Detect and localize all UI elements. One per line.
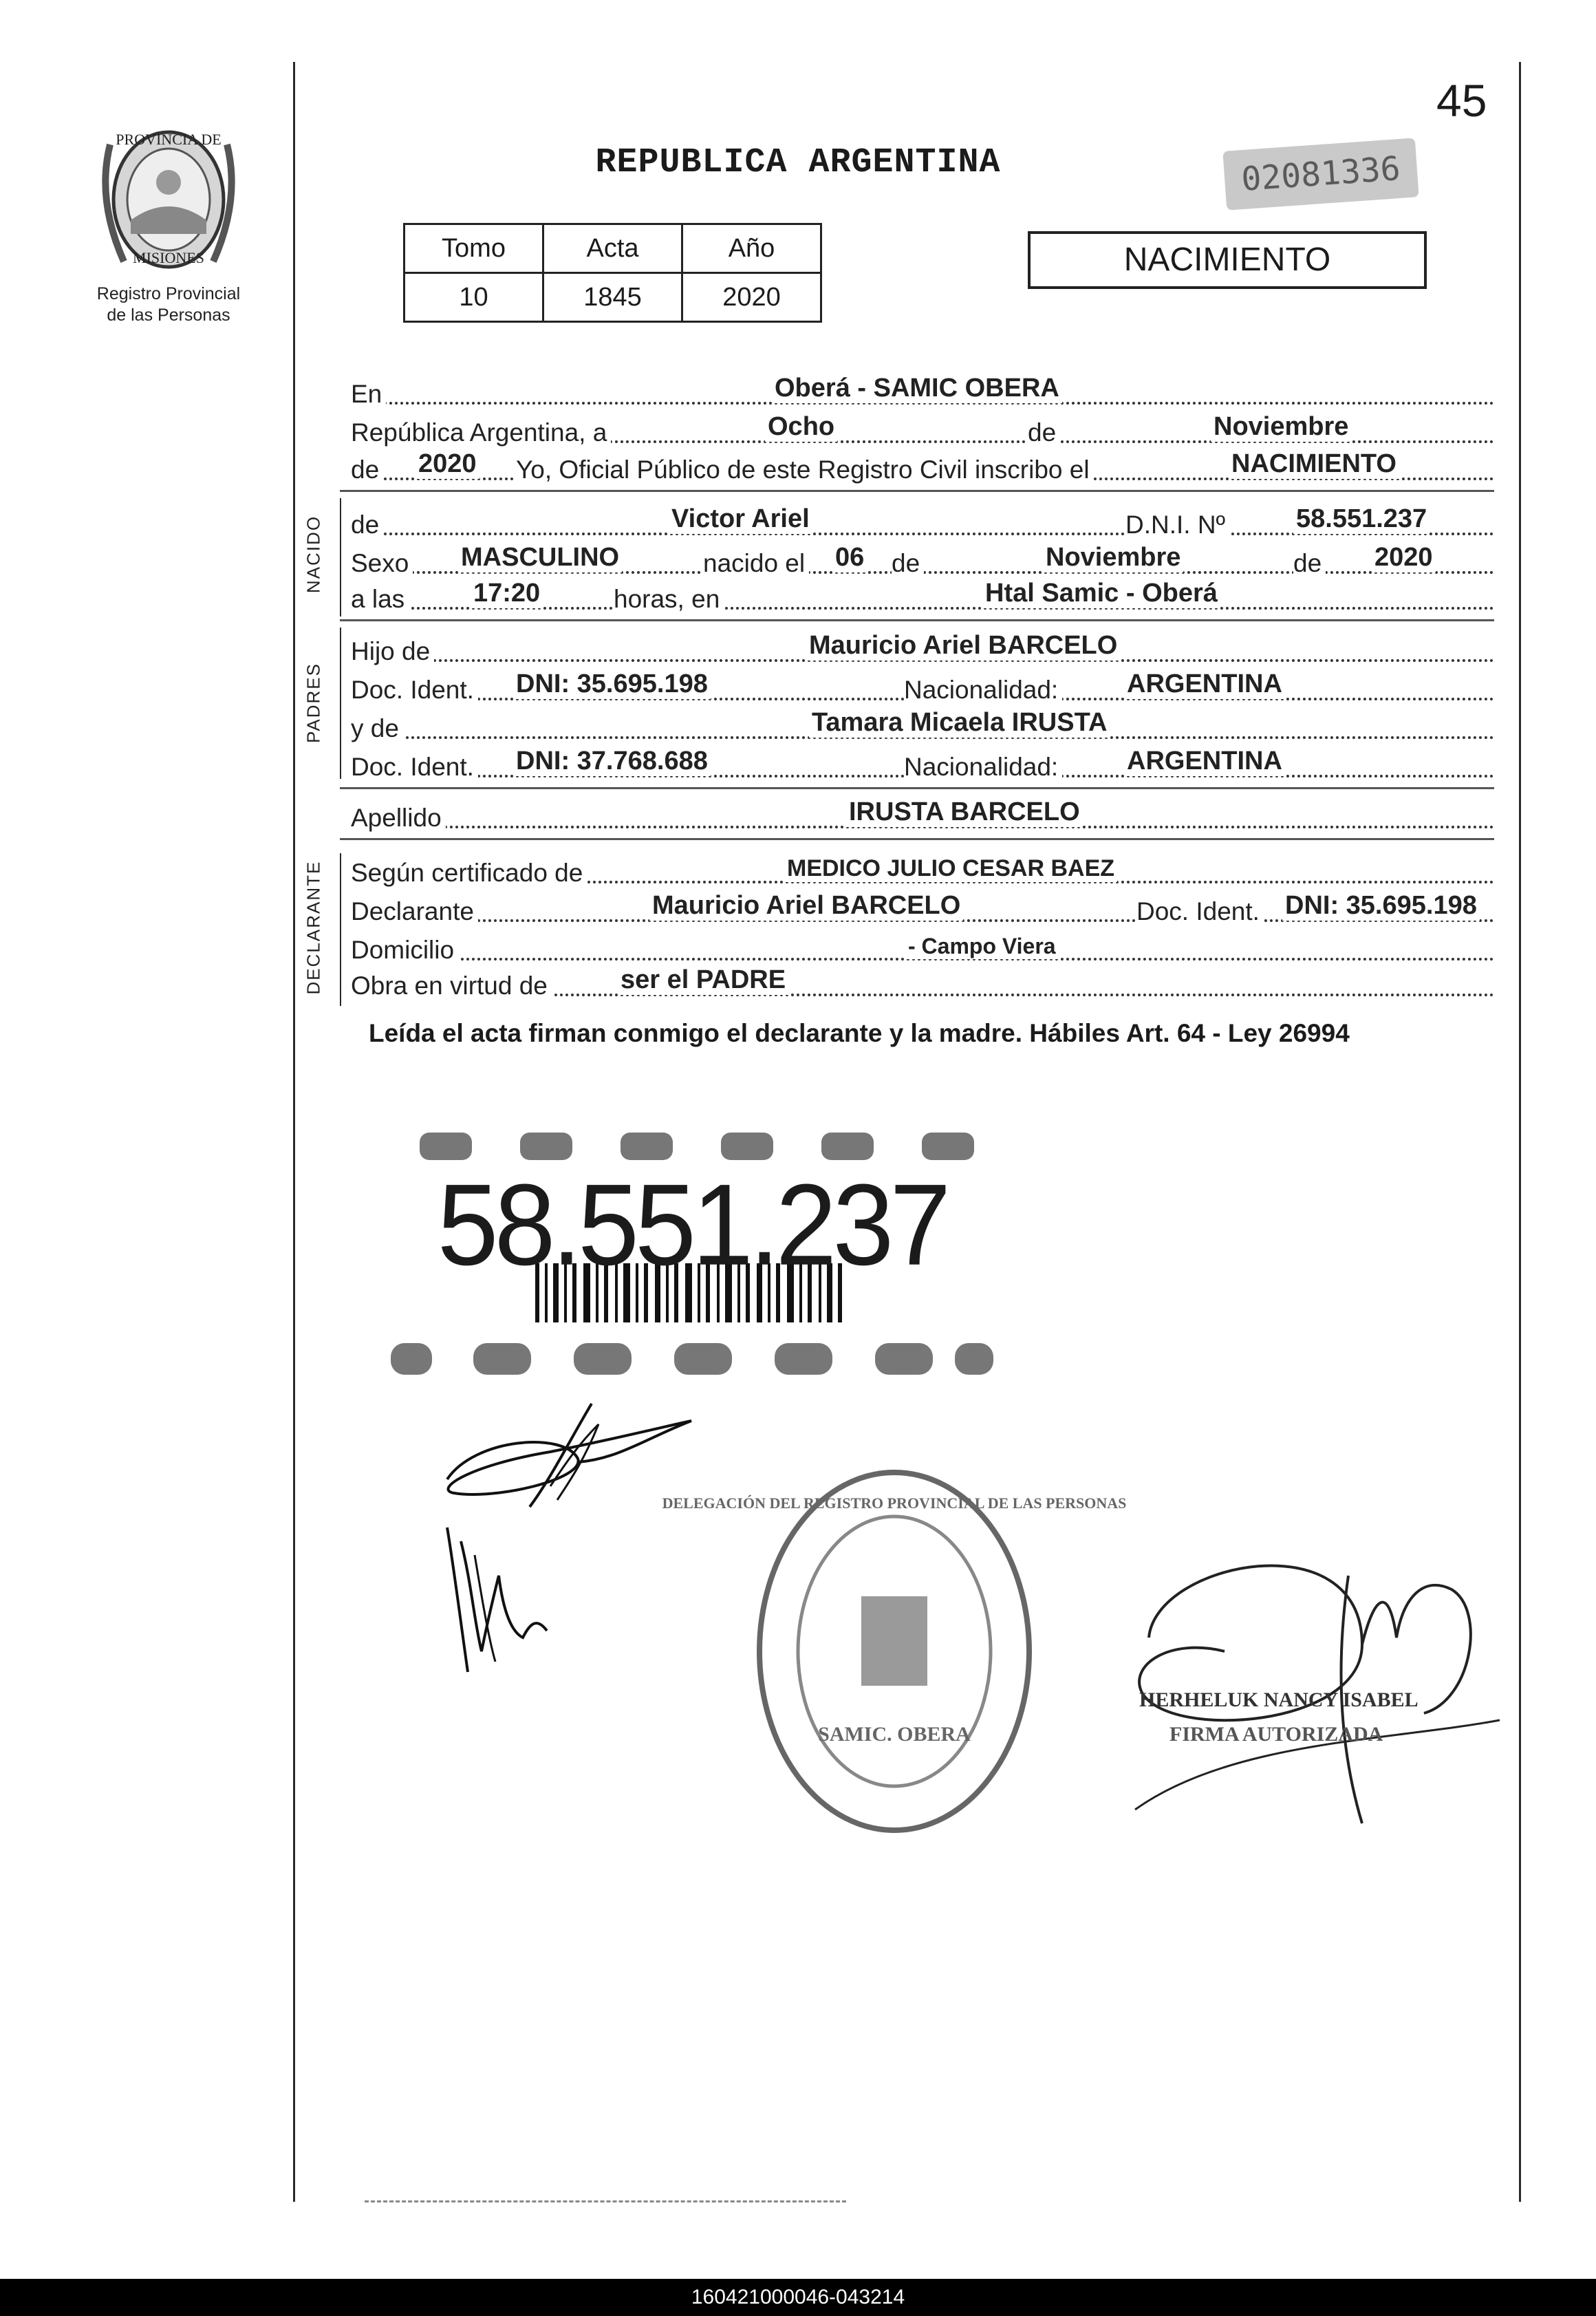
faint-bottom-line [365,2195,846,2202]
label-hijo-de: Hijo de [351,637,434,666]
svg-text:SAMIC. OBERA: SAMIC. OBERA [818,1723,971,1746]
logo-caption-line-1: Registro Provincial [96,284,241,303]
value-mother-nationality: ARGENTINA [1124,747,1285,776]
footer-document-code: 160421000046-043214 [691,2286,905,2308]
label-dni: D.N.I. Nº [1125,511,1229,539]
divider-1 [340,490,1494,492]
value-father-name: Mauricio Ariel BARCELO [806,631,1120,661]
svg-text:HERHELUK NANCY ISABEL: HERHELUK NANCY ISABEL [1139,1688,1419,1711]
label-nacido-el: nacido el [703,549,809,578]
label-father-doc: Doc. Ident. [351,676,478,705]
closing-statement: Leída el acta firman conmigo el declarante y la madre. Hábiles Art. 64 - Ley 26994 [369,1019,1350,1047]
label-declarante: Declarante [351,897,478,926]
value-birth-place: Htal Samic - Oberá [982,579,1220,608]
divider-2 [340,619,1494,621]
document-title: REPUBLICA ARGENTINA [595,143,1001,182]
row-y-de [351,709,1494,747]
value-tomo: 10 [405,273,543,322]
value-child-dni: 58.551.237 [1293,504,1430,534]
value-father-doc: DNI: 35.695.198 [513,669,711,699]
value-month: Noviembre [1211,412,1351,442]
padres-section-bar [340,628,341,779]
authorized-official-stamp [1128,1534,1513,1837]
label-declarante-doc: Doc. Ident. [1136,897,1264,926]
value-acta: 1845 [543,273,682,322]
serial-number-stamp: 02081336 [1222,138,1419,210]
label-father-nationality: Nacionalidad: [904,676,1062,705]
row-a-las [351,579,1494,618]
row-apellido [351,798,1494,837]
section-label-nacido: NACIDO [303,515,324,594]
svg-text:DELEGACIÓN DEL REGISTRO PROVIN: DELEGACIÓN DEL REGISTRO PROVINCIAL DE LAS PERSONAS [662,1494,1127,1512]
row-nacido-name [351,505,1494,544]
label-de-month: de [892,549,924,578]
register-table [403,223,822,323]
value-year: 2020 [416,449,479,479]
value-birth-time: 17:20 [471,579,543,608]
value-declarante-doc: DNI: 35.695.198 [1282,891,1480,921]
header-tomo: Tomo [405,224,543,273]
logo-caption-line-2: de las Personas [107,305,230,325]
value-ano: 2020 [682,273,821,322]
label-de-year-2: de [1293,549,1326,578]
value-place: Oberá - SAMIC OBERA [772,374,1062,403]
section-label-padres: PADRES [303,663,324,743]
value-act-type-inline: NACIMIENTO [1229,449,1399,479]
header-acta: Acta [543,224,682,273]
value-mother-name: Tamara Micaela IRUSTA [809,708,1110,738]
label-de-year: de [351,455,383,484]
value-certificado: MEDICO JULIO CESAR BAEZ [784,855,1117,882]
divider-4 [340,838,1494,840]
page-number: 45 [1436,75,1487,126]
value-domicilio: - Campo Viera [905,934,1059,959]
label-certificado: Según certificado de [351,859,587,888]
label-de: de [1028,418,1060,447]
row-hijo-de [351,632,1494,670]
row-domicilio [351,930,1494,969]
act-type-box: NACIMIENTO [1028,231,1427,289]
value-birth-year: 2020 [1372,543,1436,572]
svg-text:PROVINCIA DE: PROVINCIA DE [116,131,222,148]
svg-text:MISIONES: MISIONES [133,249,204,266]
row-sexo [351,544,1494,582]
row-father-doc [351,670,1494,709]
right-margin-line [1519,62,1521,2202]
label-domicilio: Domicilio [351,936,458,965]
value-birth-day: 06 [832,543,867,572]
value-obra: ser el PADRE [618,965,788,995]
label-mother-doc: Doc. Ident. [351,753,478,782]
row-declarante [351,892,1494,930]
label-obra: Obra en virtud de [351,972,552,1000]
value-day-words: Ocho [765,412,837,442]
value-father-nationality: ARGENTINA [1124,669,1285,699]
barcode-dni-number: 58.551.237 [437,1159,947,1289]
value-birth-month: Noviembre [1043,543,1183,572]
row-mother-doc [351,747,1494,786]
province-coat-of-arms-logo [83,117,255,282]
value-child-name: Victor Ariel [669,504,812,534]
label-sexo: Sexo [351,549,413,578]
label-a-las: a las [351,585,409,614]
section-label-declarante: DECLARANTE [303,860,324,995]
mother-signature [433,1514,571,1686]
row-certificado [351,853,1494,892]
row-en [351,374,1494,413]
label-oficial: Yo, Oficial Público de este Registro Civil inscribo el [516,455,1094,484]
label-apellido: Apellido [351,804,446,833]
row-oficial [351,450,1494,489]
declarante-section-bar [340,853,341,1006]
label-de-name: de [351,511,383,539]
value-declarante-name: Mauricio Ariel BARCELO [649,891,963,921]
value-mother-doc: DNI: 37.768.688 [513,747,711,776]
label-en: En [351,380,386,409]
row-obra [351,966,1494,1005]
label-mother-nationality: Nacionalidad: [904,753,1062,782]
logo-caption [69,283,268,326]
label-horas-en: horas, en [614,585,724,614]
svg-text:FIRMA AUTORIZADA: FIRMA AUTORIZADA [1169,1723,1383,1746]
left-margin-line [293,62,295,2202]
official-round-seal [662,1459,1127,1844]
value-apellido: IRUSTA BARCELO [846,797,1083,827]
value-sexo: MASCULINO [458,543,622,572]
label-republica: República Argentina, a [351,418,611,447]
label-y-de: y de [351,714,403,743]
divider-3 [340,787,1494,789]
row-republica [351,413,1494,451]
nacido-section-bar [340,498,341,616]
header-ano: Año [682,224,821,273]
